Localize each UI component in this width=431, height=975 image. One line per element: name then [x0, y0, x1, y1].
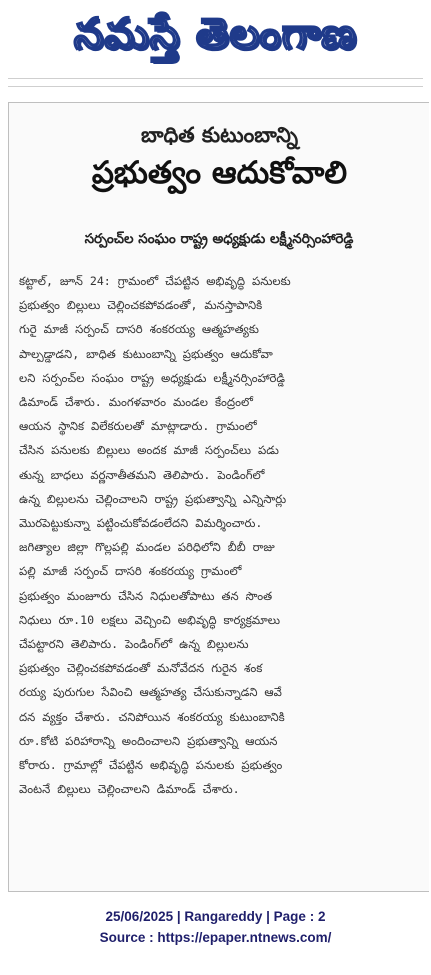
article-body-line: దన వ్యక్తం చేశారు. చనిపోయిన శంకరయ్య కుటుంబానికి [19, 709, 285, 724]
article-body-line: జగిత్యాల జిల్లా గొల్లపల్లి మండల పరిధిలోని బీబీ రాజు [19, 540, 275, 555]
article-body-line: నిధులు రూ.10 లక్షలు వెచ్చించి అభివృద్ధి కార్యక్రమాలు [19, 612, 281, 627]
article-body-line: లని సర్పంచ్‌ల సంఘం రాష్ట్ర అధ్యక్షుడు లక్ష్మీనర్సింహారెడ్డి [19, 370, 286, 385]
article-body-line: కోరారు. గ్రామాల్లో చేపట్టిన అభివృద్ధి పనులకు ప్రభుత్వం [19, 758, 283, 773]
newspaper-masthead: నమస్తే తెలంగాణ [73, 9, 358, 58]
article-body-line: ప్రభుత్వం బిల్లులు చెల్లించకపోవడంతో, మనస్తాపానికి [19, 298, 263, 313]
article-body-line: కట్టాల్, జూన్ 24: గ్రామంలో చేపట్టిన అభివృద్ధి పనులకు [19, 274, 291, 288]
article-body-line: పల్లి మాజీ సర్పంచ్ దాసరి శంకరయ్య గ్రామంలో [19, 564, 242, 579]
article-body-line: మొరపెట్టుకున్నా పట్టించుకోవడంలేదని విమర్శించారు. [19, 516, 263, 531]
article-body-line: డిమాండ్ చేశారు. మంగళవారం మండల కేంద్రంలో [19, 395, 253, 410]
footer-date-edition-page: 25/06/2025 | Rangareddy | Page : 2 [105, 909, 326, 924]
article-body-line: ఆయన స్థానిక విలేకరులతో మాట్లాడారు. గ్రామంలో [19, 419, 257, 434]
article-body-line: రయ్య పురుగుల సేవించి ఆత్మహత్య చేసుకున్నాడని ఆవే [19, 685, 282, 700]
article-headline: ప్రభుత్వం ఆదుకోవాలి [91, 155, 348, 191]
masthead-divider [8, 78, 423, 79]
article-subhead: సర్పంచ్‌ల సంఘం రాష్ట్ర అధ్యక్షుడు లక్ష్మీనర్సింహారెడ్డి [84, 231, 354, 247]
article-body-line: చేపట్టారని తెలిపారు. పెండింగ్‌లో ఉన్న బిల్లులను [19, 637, 249, 652]
article-body-line: గురై మాజీ సర్పంచ్ దాసరి శంకరయ్య ఆత్మహత్యకు [19, 322, 259, 337]
article-box [8, 102, 429, 892]
article-body-line: పాల్పడ్డాడని, బాధిత కుటుంబాన్ని ప్రభుత్వం ఆదుకోవా [19, 346, 273, 361]
article-body-line: రూ.కోటి పరిహారాన్ని అందించాలని ప్రభుత్వాన్ని ఆయన [19, 733, 278, 748]
clipping-footer [0, 906, 431, 948]
article-body-line: తున్న బాధలు వర్ణనాతీతమని తెలిపారు. పెండింగ్‌లో [19, 467, 265, 482]
article-body-line: వెంటనే బిల్లులు చెల్లించాలని డిమాండ్ చేశారు. [19, 782, 240, 797]
article-body-line: చేసిన పనులకు బిల్లులు అందక మాజీ సర్పంచ్‌లు పడు [19, 443, 279, 458]
article-kicker: బాధిత కుటుంబాన్ని [140, 123, 299, 147]
article-body-line: ప్రభుత్వం చెల్లించకపోవడంతో మనోవేదన గురైన శంక [19, 661, 263, 676]
article-body-line: ప్రభుత్వం మంజూరు చేసిన నిధులతోపాటు తన సొంత [19, 588, 273, 603]
article-body [19, 269, 423, 801]
article-body-line: ఉన్న బిల్లులను చెల్లించాలని రాష్ట్ర ప్రభుత్వాన్ని ఎన్నిసార్లు [19, 491, 287, 506]
footer-source-link[interactable]: Source : https://epaper.ntnews.com/ [99, 930, 332, 945]
masthead-divider-2 [8, 86, 423, 87]
